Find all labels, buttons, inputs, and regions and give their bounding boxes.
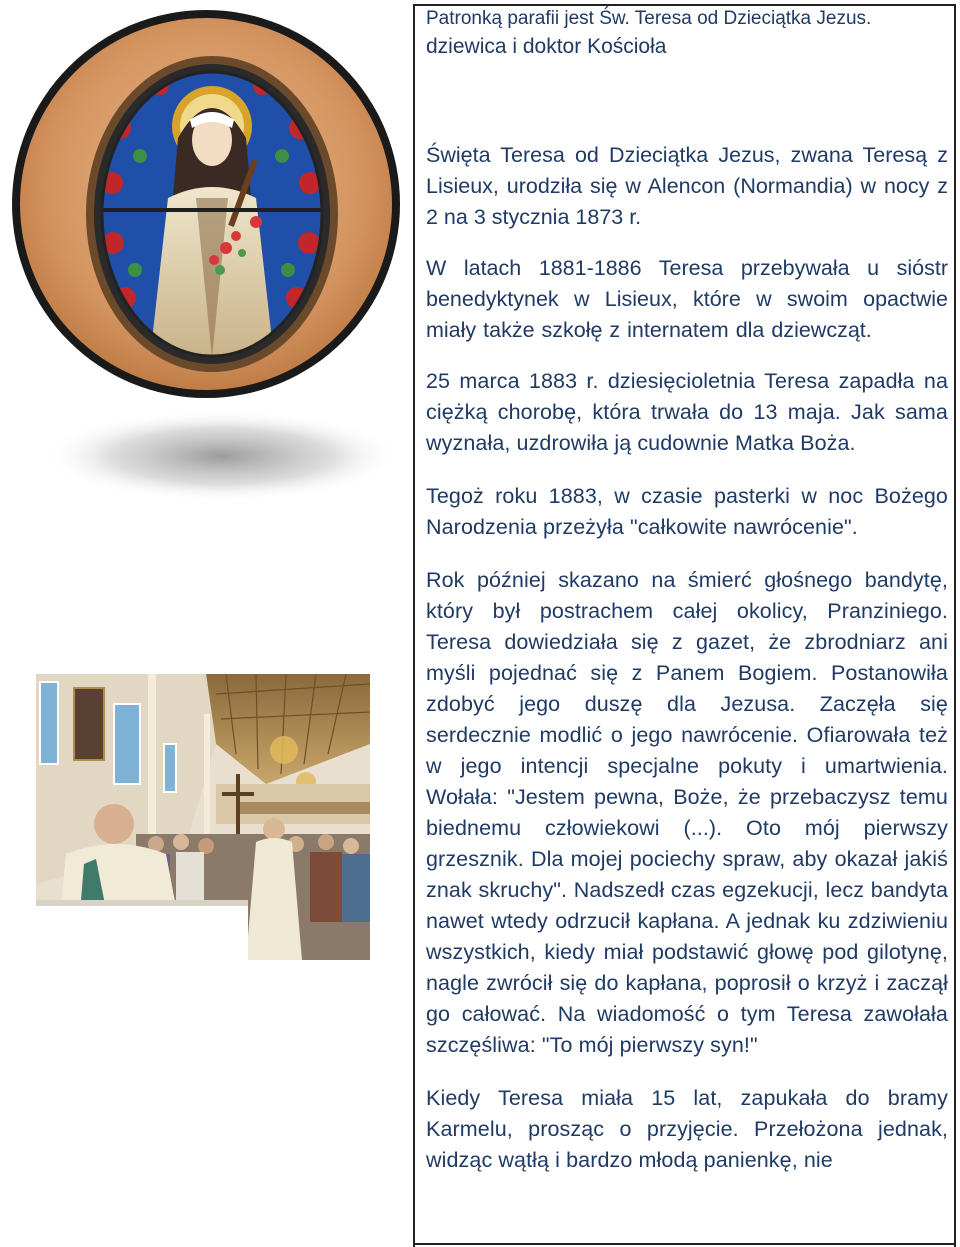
paragraph-carmel: Kiedy Teresa miała 15 lat, zapukała do bramy Karmelu, prosząc o przyjęcie. Przełożona jednak, widząc wątłą i bardzo młodą panienkę, nie — [426, 1086, 948, 1172]
text-column — [426, 6, 948, 1198]
drop-shadow — [42, 410, 402, 502]
stained-glass-illustration — [0, 8, 413, 508]
patron-caption: Patronką parafii jest Św. Teresa od Dzieciątka Jezus. — [426, 8, 872, 29]
paragraph-pranzini: Rok później skazano na śmierć głośnego bandytę, który był postrachem całej okolicy, Pranziniego. Teresa dowiedziała się z gazet, że zbrodniarz ani myśli pojednać się z Panem Bogiem. Postanowiła zdobyć jego duszę dla Jezusa. Zaczęła się serdecznie modlić o jego nawrócenie. Ofiarowała też w jego intencji specjalne pokuty i umartwienia. Wołała: "Jestem pewna, Boże, że przebaczysz temu biednemu człowiekowi (...). Oto mój pierwszy grzesznik. Dla mojej pociechy spraw, aby okazał jakiś znak skruchy". Nadszedł czas egzekucji, lecz bandyta nawet wtedy odrzucił kapłana. A jednak ku zdziwieniu wszystkich, kiedy miał podstawić głowę pod gilotynę, nagle zwrócił się do kapłana, poprosił o krzyż i zaczął go całować. Na wiadomość o tym Teresa zawołała szczęśliwa: "To mój pierwszy syn!" — [426, 568, 948, 1057]
stained-glass-window — [0, 8, 413, 508]
patron-subtitle: dziewica i doktor Kościoła — [426, 35, 667, 58]
paragraph-illness: 25 marca 1883 r. dziesięcioletnia Teresa zapadła na ciężką chorobę, która trwała do 13 maja. Jak sama wyznała, uzdrowiła ją cudownie Matka Boża. — [426, 369, 948, 455]
table-border-left — [413, 4, 415, 1247]
paragraph-birth: Święta Teresa od Dzieciątka Jezus, zwana Teresą z Lisieux, urodziła się w Alencon (Normandia) w nocy z 2 na 3 stycznia 1873 r. — [426, 143, 948, 229]
paragraph-conversion: Tegoż roku 1883, w czasie pasterki w noc Bożego Narodzenia przeżyła "całkowite nawrócenie". — [426, 484, 948, 539]
church-interior-photo — [36, 674, 370, 960]
table-border-bottom — [413, 1243, 956, 1245]
church-interior-illustration — [36, 674, 370, 960]
table-border-right — [954, 4, 956, 1247]
image-column — [0, 0, 413, 1247]
paragraph-benedictines: W latach 1881-1886 Teresa przebywała u sióstr benedyktynek w Lisieux, które w swoim opactwie miały także szkołę z internatem dla dziewcząt. — [426, 256, 948, 342]
